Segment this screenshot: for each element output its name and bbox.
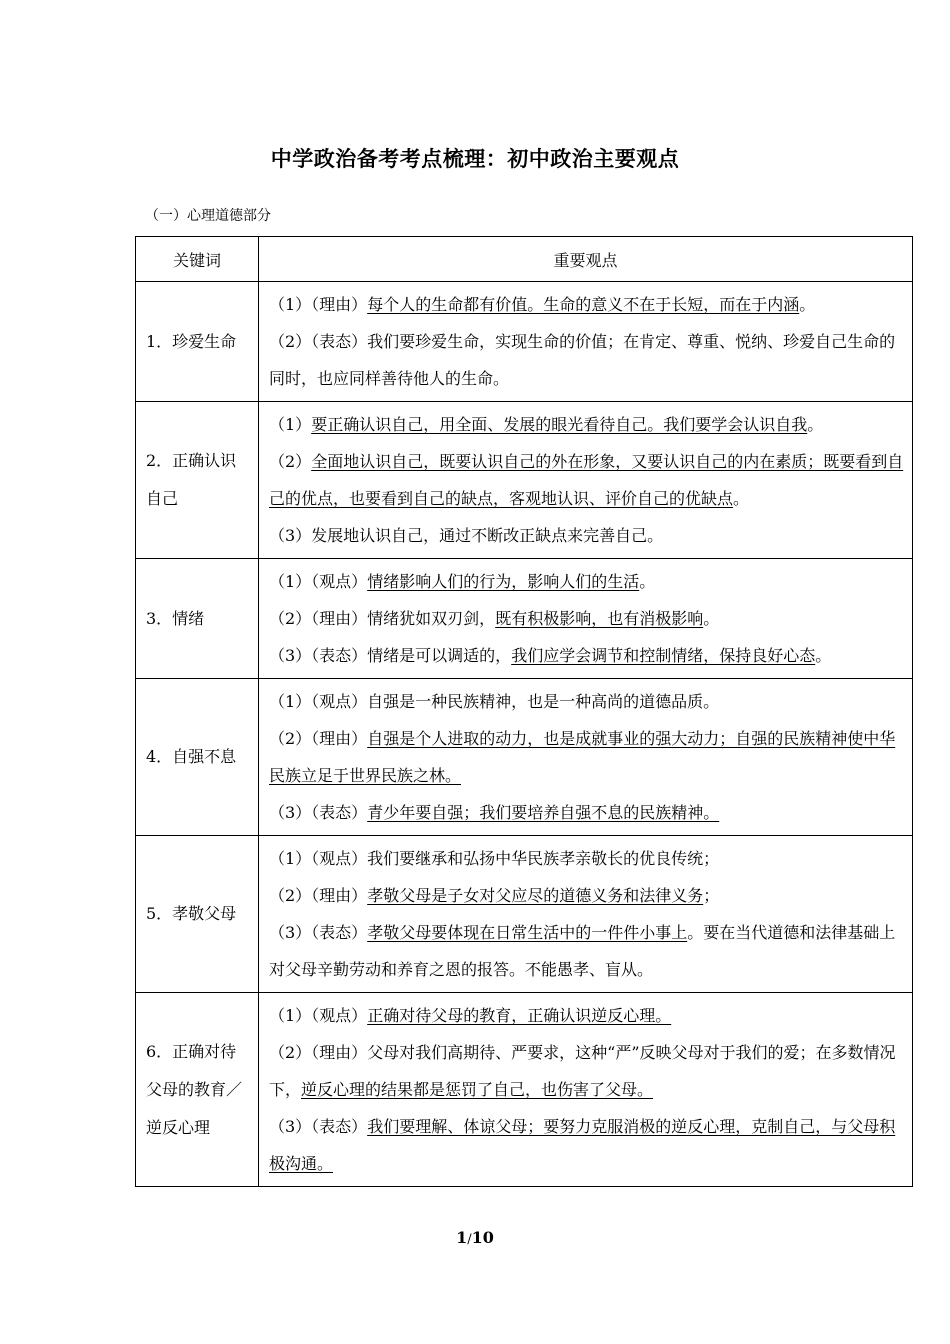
header-points: 重要观点 <box>259 237 913 282</box>
row-keyword: 1．珍爱生命 <box>136 282 259 402</box>
row-points <box>259 993 913 1187</box>
point-text: （2）（理由） <box>269 886 368 905</box>
point-text: 。 <box>807 415 824 434</box>
underlined-text: 情绪影响人们的行为，影响人们的生活 <box>367 572 640 591</box>
point-item <box>269 914 904 988</box>
point-text: （3）（表态） <box>269 1117 368 1136</box>
page-current: 1 <box>456 1228 468 1247</box>
underlined-text: 自强是个人进取的动力，也是成就事业的强大动力；自强的民族精神使中华民族立足于世界民族之林。 <box>269 729 896 785</box>
point-item <box>269 286 904 323</box>
row-keyword: 2．正确认识自己 <box>136 402 259 559</box>
point-text: （3）（表态） <box>269 923 368 942</box>
key-points-table <box>135 236 913 1187</box>
underlined-text: 正确对待父母的教育，正确认识逆反心理。 <box>367 1006 672 1025</box>
underlined-text: 既有积极影响，也有消极影响 <box>495 609 704 628</box>
point-item <box>269 683 904 720</box>
point-item <box>269 840 904 877</box>
header-keyword: 关键词 <box>136 237 259 282</box>
point-text: （2）（理由） <box>269 729 368 748</box>
point-text: （1）（观点） <box>269 572 368 591</box>
page-total: 10 <box>471 1228 494 1247</box>
point-text: （1）（观点） <box>269 1006 368 1025</box>
point-text: （1）（理由） <box>269 295 368 314</box>
row-keyword: 3．情绪 <box>136 559 259 679</box>
table-row <box>136 836 913 993</box>
underlined-text: 我们应学会调节和控制情绪，保持良好心态 <box>511 646 816 665</box>
point-text: 。 <box>799 295 816 314</box>
underlined-text: 我们要理解、体谅父母；要努力克服消极的逆反心理，克制自己，与父母积极沟通。 <box>269 1117 896 1173</box>
point-item <box>269 563 904 600</box>
underlined-text: 每个人的生命都有价值。生命的意义不在于长短，而在于内涵 <box>367 295 800 314</box>
point-item <box>269 443 904 517</box>
table-row <box>136 282 913 402</box>
point-text: （1） <box>269 415 312 434</box>
point-text: （3）发展地认识自己，通过不断改正缺点来完善自己。 <box>269 526 664 545</box>
underlined-text: 青少年要自强；我们要培养自强不息的民族精神。 <box>367 803 720 822</box>
table-row <box>136 993 913 1187</box>
point-item <box>269 720 904 794</box>
point-text: 。要在当代道德和法律基础上对父母辛勤劳动和养育之恩的报答。不能愚孝、盲从。 <box>269 923 896 979</box>
point-text: （1）（观点）我们要继承和弘扬中华民族孝亲敬长的优良传统； <box>269 849 720 868</box>
point-item <box>269 997 904 1034</box>
point-item <box>269 1108 904 1182</box>
row-points <box>259 402 913 559</box>
point-text: （2）（表态）我们要珍爱生命，实现生命的价值；在肯定、尊重、悦纳、珍爱自己生命的同时，也应同样善待他人的生命。 <box>269 332 896 388</box>
point-text: （3）（表态）情绪是可以调适的， <box>269 646 512 665</box>
point-text: （2）（理由）情绪犹如双刃剑， <box>269 609 496 628</box>
point-item <box>269 600 904 637</box>
table-row <box>136 402 913 559</box>
point-text: 。 <box>703 609 720 628</box>
row-points <box>259 679 913 836</box>
underlined-text: 要正确认识自己，用全面、发展的眼光看待自己。我们要学会认识自我 <box>311 415 808 434</box>
underlined-text: 逆反心理的结果都是惩罚了自己，也伤害了父母。 <box>301 1080 654 1099</box>
row-points <box>259 282 913 402</box>
page-separator: / <box>467 1232 472 1247</box>
point-text: （2） <box>269 452 312 471</box>
row-points <box>259 559 913 679</box>
point-text: （3）（表态） <box>269 803 368 822</box>
underlined-text: 孝敬父母是子女对父应尽的道德义务和法律义务 <box>367 886 704 905</box>
point-text: （2）（理由）父母对我们高期待、严要求，这种“严”反映父母对于我们的爱；在多数情况下， <box>269 1043 896 1099</box>
point-item <box>269 1034 904 1108</box>
point-text: 。 <box>815 646 832 665</box>
row-keyword: 6．正确对待父母的教育／逆反心理 <box>136 993 259 1187</box>
row-points <box>259 836 913 993</box>
point-text: ； <box>703 886 720 905</box>
table-row <box>136 559 913 679</box>
section-heading: （一）心理道德部分 <box>145 208 271 224</box>
point-item <box>269 517 904 554</box>
point-item <box>269 794 904 831</box>
row-keyword: 5．孝敬父母 <box>136 836 259 993</box>
document-title: 中学政治备考考点梳理：初中政治主要观点 <box>270 147 680 171</box>
table-header-row <box>136 237 913 282</box>
point-text: 。 <box>639 572 656 591</box>
point-item <box>269 637 904 674</box>
row-keyword: 4．自强不息 <box>136 679 259 836</box>
point-text: 。 <box>733 489 750 508</box>
page-number <box>0 1228 950 1247</box>
table-row <box>136 679 913 836</box>
point-item <box>269 406 904 443</box>
underlined-text: 全面地认识自己，既要认识自己的外在形象，又要认识自己的内在素质；既要看到自己的优点，也要看到自己的缺点，客观地认识、评价自己的优缺点 <box>269 452 904 508</box>
point-item <box>269 323 904 397</box>
point-item <box>269 877 904 914</box>
underlined-text: 孝敬父母要体现在日常生活中的一件件小事上 <box>367 923 688 942</box>
point-text: （1）（观点）自强是一种民族精神，也是一种高尚的道德品质。 <box>269 692 720 711</box>
